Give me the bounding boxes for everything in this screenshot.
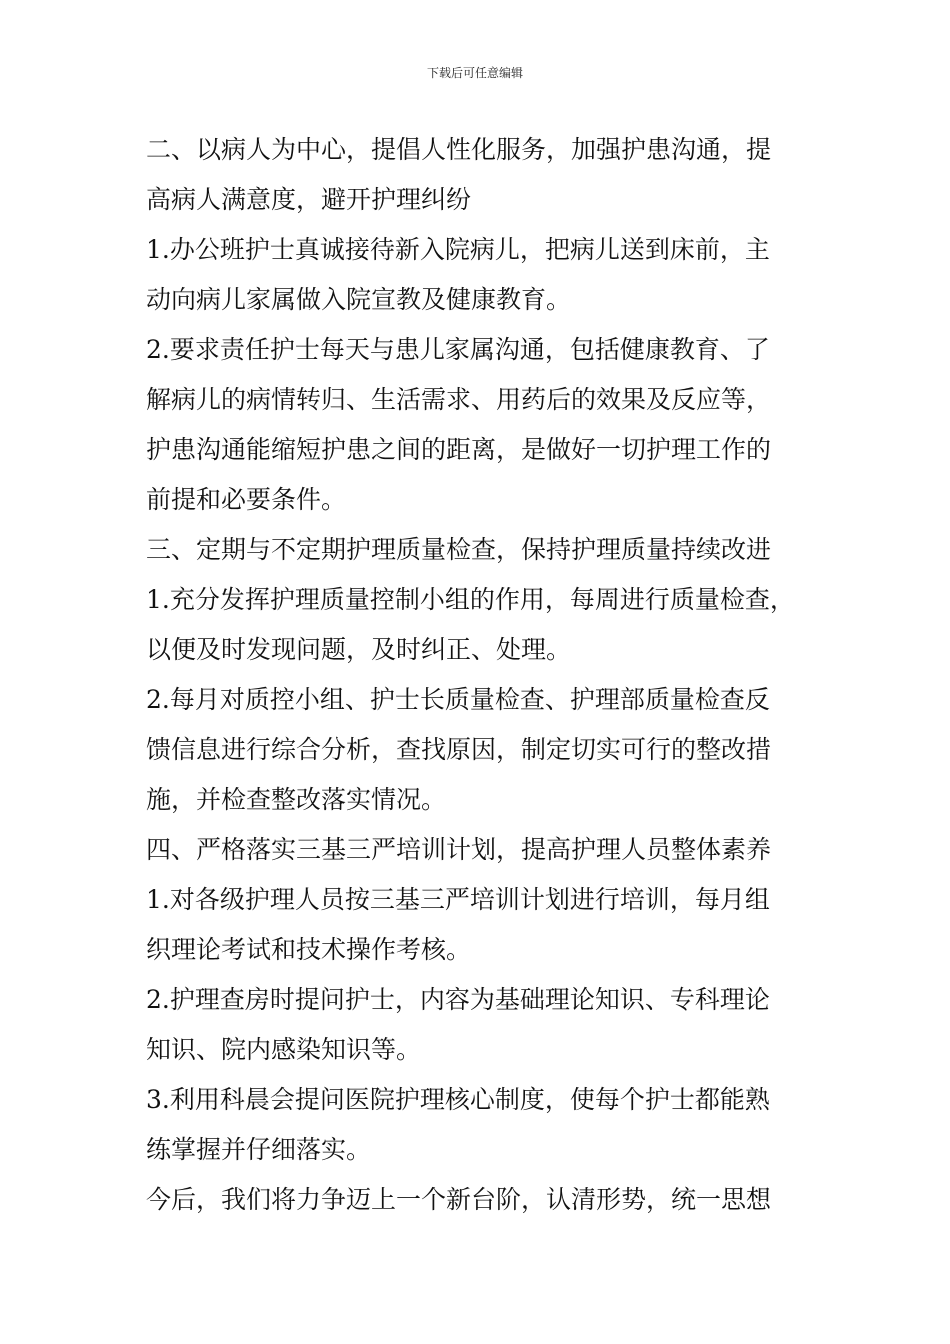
text-line: 1.充分发挥护理质量控制小组的作用，每周进行质量检查， <box>146 585 795 614</box>
text-line: 2.护理查房时提问护士，内容为基础理论知识、专科理论 <box>146 985 770 1014</box>
text-line: 3.利用科晨会提问医院护理核心制度，使每个护士都能熟 <box>146 1085 770 1114</box>
text-line: 织理论考试和技术操作考核。 <box>146 935 472 964</box>
text-line: 解病儿的病情转归、生活需求、用药后的效果及反应等， <box>146 385 772 414</box>
text-line: 知识、院内感染知识等。 <box>146 1035 422 1064</box>
text-line: 施，并检查整改落实情况。 <box>146 785 447 814</box>
page-header: 下载后可任意编辑 <box>426 66 523 80</box>
text-line: 以便及时发现问题，及时纠正、处理。 <box>146 635 572 664</box>
text-line: 2.要求责任护士每天与患儿家属沟通，包括健康教育、了 <box>146 335 770 364</box>
text-line: 二、以病人为中心，提倡人性化服务，加强护患沟通，提 <box>146 135 772 164</box>
text-line: 三、定期与不定期护理质量检查，保持护理质量持续改进 <box>146 535 772 564</box>
text-line: 四、严格落实三基三严培训计划，提高护理人员整体素养 <box>146 835 772 864</box>
text-line: 今后，我们将力争迈上一个新台阶，认清形势，统一思想 <box>146 1185 772 1214</box>
text-line: 1.对各级护理人员按三基三严培训计划进行培训，每月组 <box>146 885 770 914</box>
text-line: 馈信息进行综合分析，查找原因，制定切实可行的整改措 <box>146 735 772 764</box>
text-line: 动向病儿家属做入院宣教及健康教育。 <box>146 285 572 314</box>
text-line: 护患沟通能缩短护患之间的距离，是做好一切护理工作的 <box>146 435 772 464</box>
text-line: 前提和必要条件。 <box>146 485 347 514</box>
text-line: 高病人满意度，避开护理纠纷 <box>146 185 472 214</box>
text-line: 练掌握并仔细落实。 <box>146 1135 372 1164</box>
document-body <box>146 125 836 1225</box>
text-line: 1.办公班护士真诚接待新入院病儿，把病儿送到床前，主 <box>146 235 770 264</box>
text-line: 2.每月对质控小组、护士长质量检查、护理部质量检查反 <box>146 685 770 714</box>
